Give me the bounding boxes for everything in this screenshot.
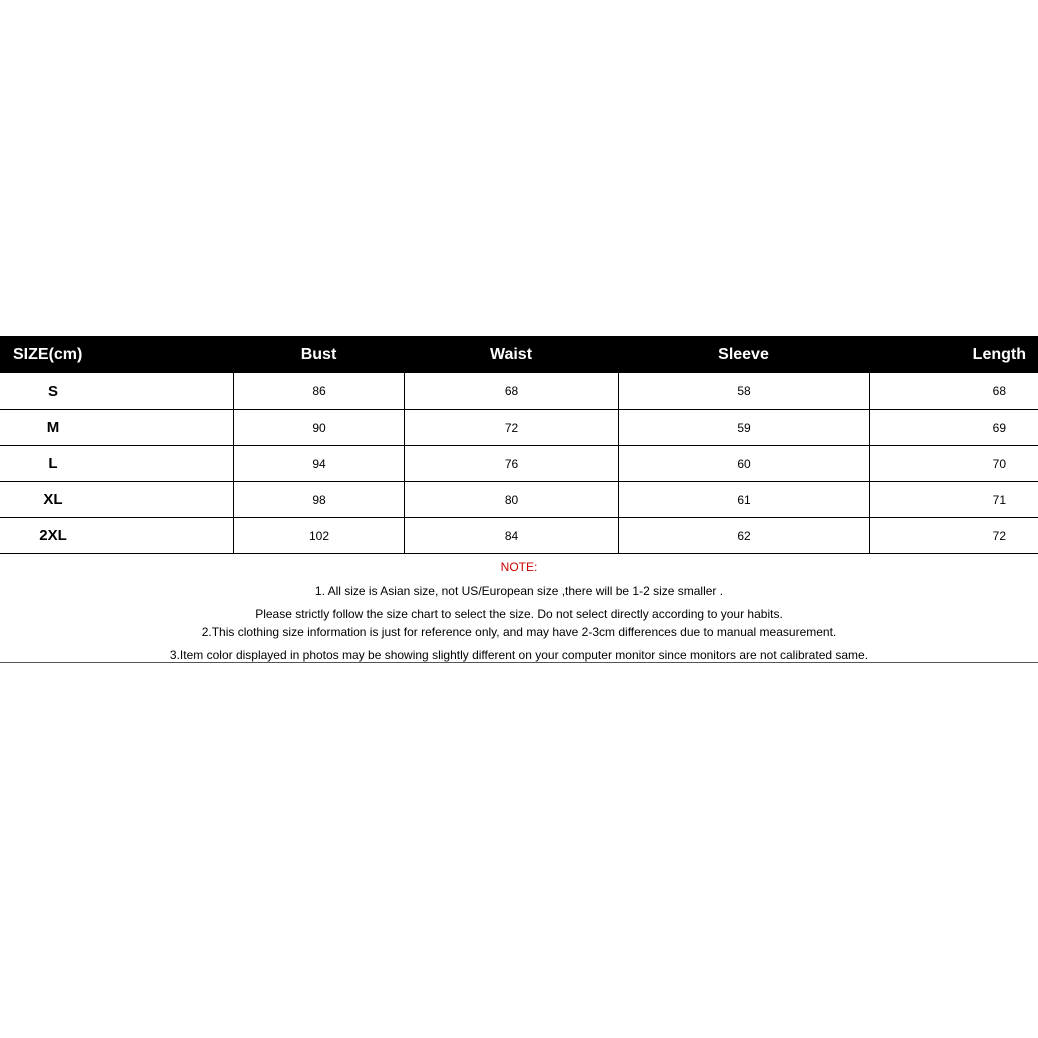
- table-row: [0, 409, 1038, 445]
- bust-cell: 90: [233, 410, 404, 445]
- note-line: 3.Item color displayed in photos may be showing slightly different on your computer monitor since monitors are not calibrated same.: [169, 648, 869, 662]
- size-cell: [0, 410, 233, 445]
- bust-cell: 102: [233, 518, 404, 553]
- length-cell: 72: [869, 518, 1038, 553]
- length-cell: 68: [869, 373, 1038, 409]
- size-cell: [0, 446, 233, 481]
- note-title: NOTE:: [500, 560, 538, 574]
- table-row: [0, 481, 1038, 517]
- note-line: 2.This clothing size information is just for reference only, and may have 2-3cm differences due to manual measurement.: [201, 625, 837, 639]
- size-label: L: [48, 455, 58, 472]
- sleeve-cell: 62: [618, 518, 869, 553]
- waist-cell: 76: [404, 446, 618, 481]
- sleeve-cell: 60: [618, 446, 869, 481]
- waist-cell: 72: [404, 410, 618, 445]
- size-label: S: [47, 382, 58, 400]
- length-cell: 69: [869, 410, 1038, 445]
- header-waist: Waist: [489, 345, 533, 363]
- waist-cell: 80: [404, 482, 618, 517]
- size-label: XL: [43, 491, 63, 508]
- table-header: [0, 336, 1038, 373]
- length-cell: 70: [869, 446, 1038, 481]
- bottom-divider: [0, 662, 1038, 663]
- bust-cell: 94: [233, 446, 404, 481]
- size-chart-table: [0, 336, 1038, 554]
- size-label: M: [46, 419, 60, 436]
- header-length: Length: [972, 345, 1026, 363]
- size-cell: [0, 373, 233, 409]
- table-body: [0, 373, 1038, 554]
- length-cell: 71: [869, 482, 1038, 517]
- sleeve-cell: 58: [618, 373, 869, 409]
- header-bust: Bust: [300, 345, 337, 363]
- size-cell: [0, 482, 233, 517]
- header-sleeve: Sleeve: [718, 345, 769, 363]
- waist-cell: 68: [404, 373, 618, 409]
- bust-cell: 86: [233, 373, 404, 409]
- table-row: [0, 373, 1038, 409]
- sleeve-cell: 59: [618, 410, 869, 445]
- header-size: SIZE(cm): [13, 345, 83, 363]
- table-row: [0, 517, 1038, 553]
- waist-cell: 84: [404, 518, 618, 553]
- bust-cell: 98: [233, 482, 404, 517]
- size-label: 2XL: [39, 527, 67, 544]
- note-line: Please strictly follow the size chart to select the size. Do not select directly according to your habits.: [255, 607, 783, 621]
- note-line: 1. All size is Asian size, not US/European size ,there will be 1-2 size smaller .: [314, 584, 724, 598]
- notes-section: [0, 558, 1038, 664]
- size-cell: [0, 518, 233, 553]
- sleeve-cell: 61: [618, 482, 869, 517]
- table-row: [0, 445, 1038, 481]
